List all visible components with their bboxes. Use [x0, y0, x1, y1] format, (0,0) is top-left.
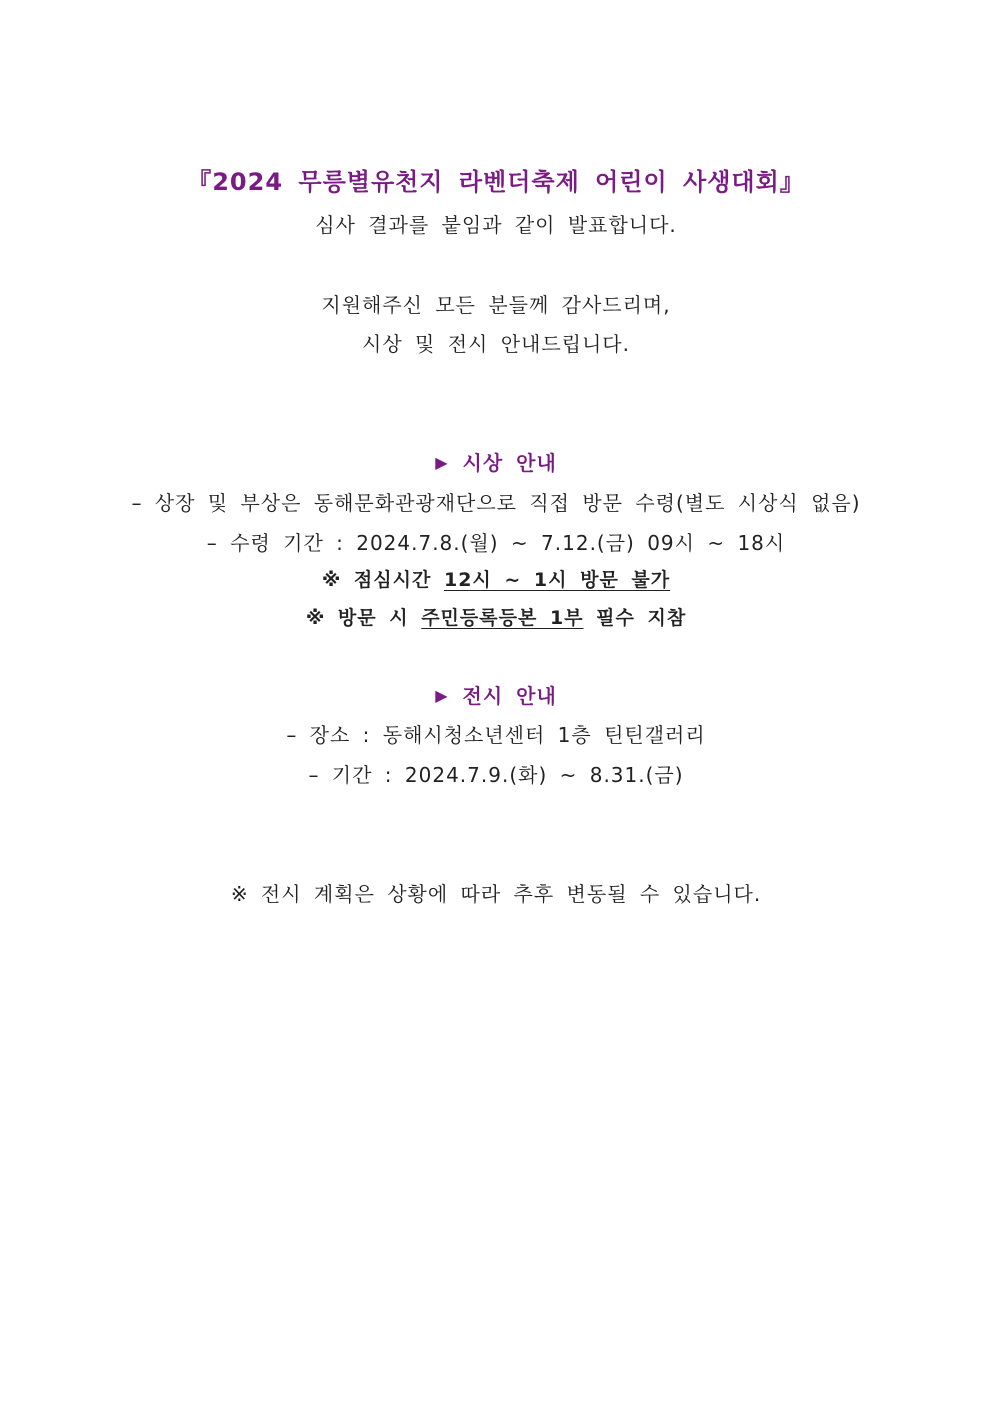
- intro-line-2: 지원해주신 모든 분들께 감사드리며,: [321, 293, 671, 317]
- award-note-2-suffix: 필수 지참: [583, 607, 687, 629]
- intro-line-3: 시상 및 전시 안내드립니다.: [362, 332, 630, 356]
- exhibit-heading-label: 전시 안내: [462, 684, 557, 708]
- award-note-2-prefix: ※ 방문 시: [305, 607, 422, 629]
- exhibit-section-heading: [0, 680, 992, 709]
- award-item-1: – 상장 및 부상은 동해문화관광재단으로 직접 방문 수령(별도 시상식 없음): [131, 491, 861, 515]
- award-note-1-prefix: ※ 점심시간: [321, 569, 444, 591]
- triangle-right-icon: ▶: [435, 686, 449, 705]
- award-note-1: [0, 565, 992, 592]
- award-note-2-underlined: 주민등록등본 1부: [421, 607, 584, 629]
- award-heading-label: 시상 안내: [462, 451, 557, 475]
- intro-line-1: 심사 결과를 붙임과 같이 발표합니다.: [315, 213, 677, 237]
- award-item-2: – 수령 기간 : 2024.7.8.(월) ~ 7.12.(금) 09시 ~ 18시: [206, 531, 786, 555]
- document-title: 『2024 무릉별유천지 라벤더축제 어린이 사생대회』: [187, 168, 805, 196]
- triangle-right-icon: ▶: [435, 453, 449, 472]
- award-section-heading: [0, 447, 992, 476]
- exhibit-item-1: – 장소 : 동해시청소년센터 1층 틴틴갤러리: [286, 723, 706, 747]
- exhibit-item-2: – 기간 : 2024.7.9.(화) ~ 8.31.(금): [308, 763, 684, 787]
- footer-note: ※ 전시 계획은 상황에 따라 추후 변동될 수 있습니다.: [230, 882, 762, 906]
- award-note-2: [0, 603, 992, 630]
- award-note-1-underlined: 12시 ~ 1시 방문 불가: [443, 569, 671, 591]
